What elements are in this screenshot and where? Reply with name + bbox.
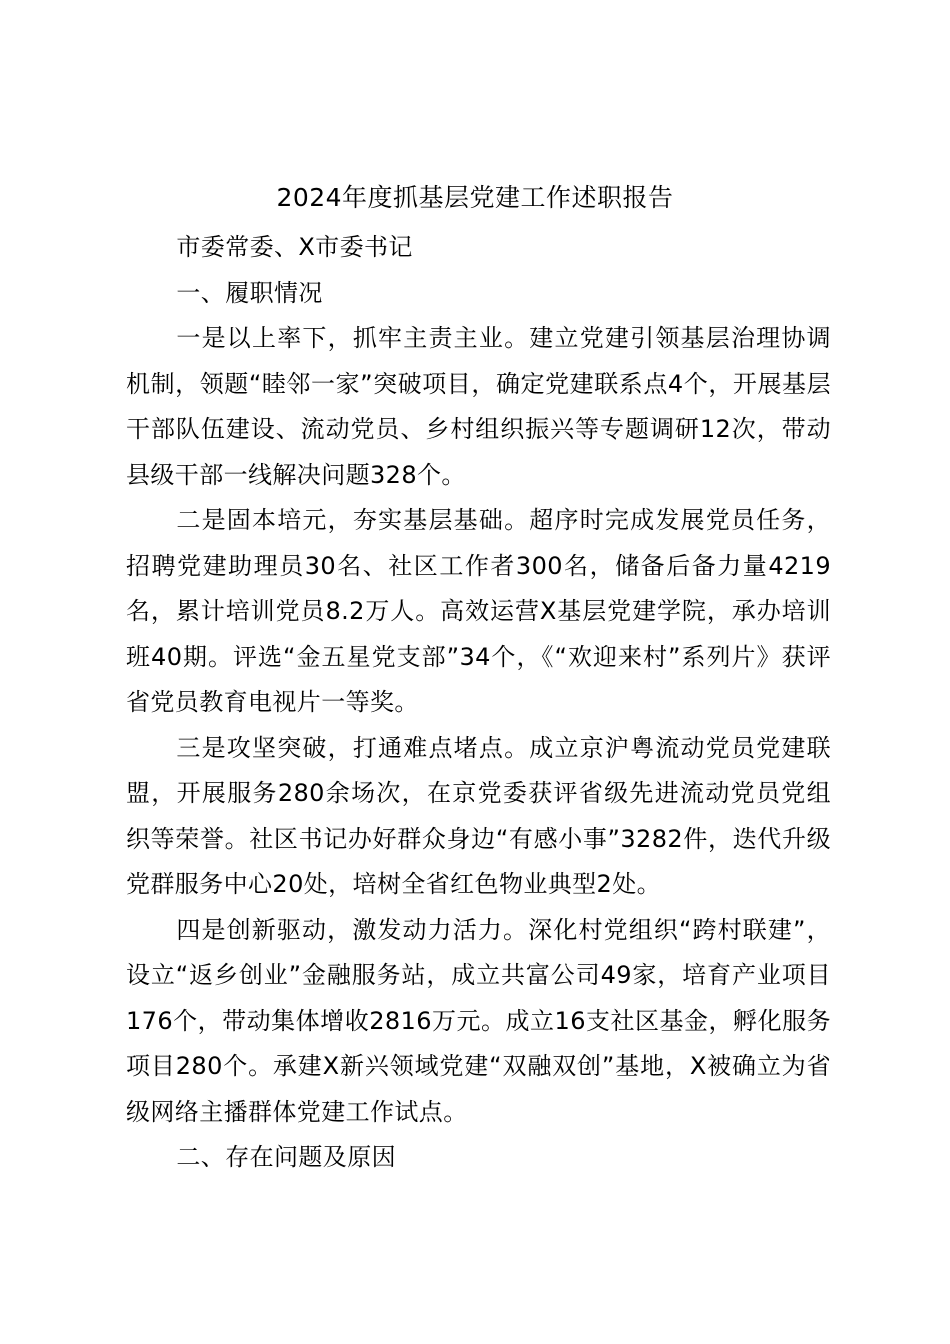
salutation: 市委常委、X市委书记 — [176, 233, 413, 261]
document-body — [126, 225, 831, 1181]
document-title: 2024年度抓基层党建工作述职报告 — [276, 183, 674, 212]
paragraph-foundation: 二是固本培元，夯实基层基础。超序时完成发展党员任务，招聘党建助理员30名、社区工作者300名，储备后备力量4219名，累计培训党员8.2万人。高效运营X基层党建学院，承办培训班40期。评选“金五星党支部”34个，《“欢迎来村”系列片》获评省党员教育电视片一等奖。 — [126, 506, 831, 716]
paragraph-innovation: 四是创新驱动，激发动力活力。深化村党组织“跨村联建”，设立“返乡创业”金融服务站，成立共富公司49家，培育产业项目176个，带动集体增收2816万元。成立16支社区基金，孵化服务项目280个。承建X新兴领域党建“双融双创”基地，X被确立为省级网络主播群体党建工作试点。 — [126, 915, 831, 1126]
paragraph-leadership: 一是以上率下，抓牢主责主业。建立党建引领基层治理协调机制，领题“睦邻一家”突破项目，确定党建联系点4个，开展基层干部队伍建设、流动党员、乡村组织振兴等专题调研12次，带动县级干部一线解决问题328个。 — [126, 324, 831, 489]
section-heading-problems: 二、存在问题及原因 — [176, 1143, 396, 1171]
section-heading-performance: 一、履职情况 — [176, 278, 323, 307]
paragraph-breakthrough: 三是攻坚突破，打通难点堵点。成立京沪粤流动党员党建联盟，开展服务280余场次，在京党委获评省级先进流动党员党组织等荣誉。社区书记办好群众身边“有感小事”3282件，迭代升级党群服务中心20处，培树全省红色物业典型2处。 — [126, 733, 831, 898]
